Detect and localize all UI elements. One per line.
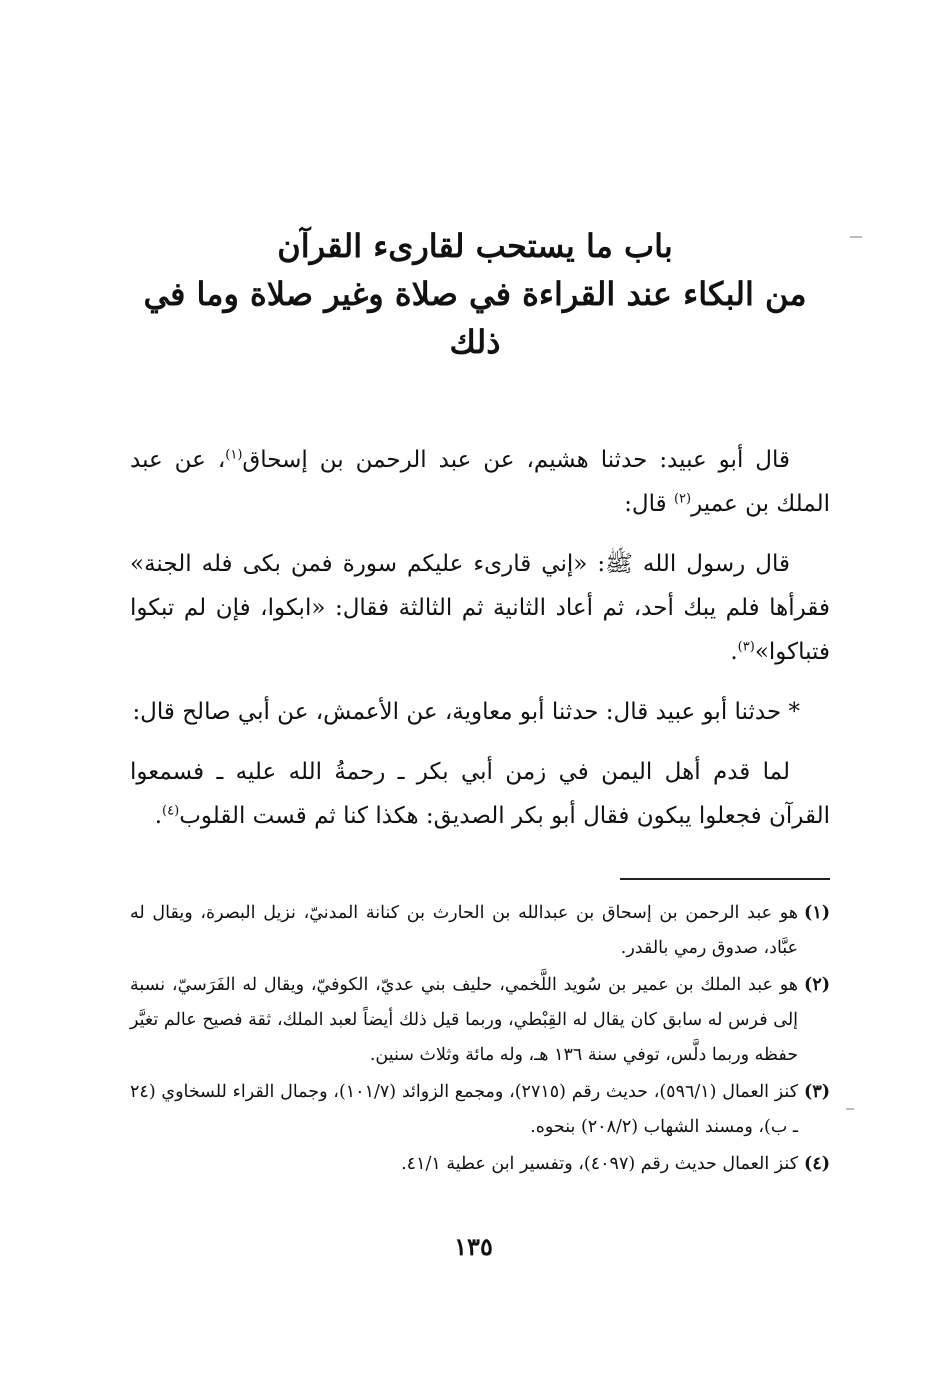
- footnote-text: كنز العمال (٥٩٦/١)، حديث رقم (٢٧١٥)، ومجمع الزوائد (١٠١/٧)، وجمال القراء للسخاوي (٢٤ ـ ب)، ومسند الشهاب (٢٠٨/٢) بنحوه.: [130, 1082, 799, 1137]
- paragraph: * حدثنا أبو عبيد قال: حدثنا أبو معاوية، عن الأعمش، عن أبي صالح قال:: [132, 699, 800, 725]
- chapter-heading: [130, 222, 820, 366]
- footnote-ref: (٣): [737, 639, 755, 655]
- footnote: [130, 1075, 830, 1145]
- footnote-text: هو عبد الرحمن بن إسحاق بن عبدالله بن الحارث بن كنانة المدنيّ، نزيل البصرة، ويقال له عبَّاد، صدوق رمي بالقدر.: [130, 903, 799, 958]
- footnote: [130, 896, 830, 966]
- footnote-number: (٢): [804, 975, 830, 995]
- footnote-number: (٣): [804, 1082, 830, 1102]
- footnote-number: (٤): [804, 1154, 830, 1174]
- scan-mark: [846, 1108, 854, 1110]
- paragraph: قال أبو عبيد: حدثنا هشيم، عن عبد الرحمن بن إسحاق$^{(١)}$، عن عبد الملك بن عمير$^{(٢)}$ قال:: [130, 447, 830, 517]
- footnote-text: كنز العمال حديث رقم (٤٠٩٧)، وتفسير ابن عطية ٤١/١.: [401, 1154, 799, 1174]
- footnote: [130, 968, 830, 1073]
- footnote-number: (١): [804, 903, 830, 923]
- footnote: [130, 1147, 830, 1182]
- footnote-ref: (٢): [673, 491, 692, 507]
- footnotes: [130, 896, 830, 1184]
- chapter-heading-line-1: باب ما يستحب لقارىء القرآن: [277, 227, 673, 265]
- footnote-text: هو عبد الملك بن عمير بن سُويد اللَّخمي، حليف بني عديّ، الكوفيّ، ويقال له الفَرَسيّ، نسبة إلى فرس له سابق كان يقال له القِبْطي، وربما قيل ذلك أيضاً لعبد الملك، ثقة فصيح عالم تغيَّر حفظه وربما دلَّس، توفي سنة ١٣٦ هـ، وله مائة وثلاث سنين.: [130, 975, 799, 1065]
- footnote-separator: [620, 878, 830, 880]
- chapter-heading-line-2: من البكاء عند القراءة في صلاة وغير صلاة وما في ذلك: [143, 275, 807, 361]
- scan-mark: [850, 236, 862, 238]
- main-text: [130, 438, 830, 854]
- footnote-ref: (١): [225, 447, 243, 463]
- paragraph: لما قدم أهل اليمن في زمن أبي بكر ـ رحمةُ الله عليه ـ فسمعوا القرآن فجعلوا يبكون فقال أبو بكر الصديق: هكذا كنا ثم قست القلوب$^{(٤)}$.: [130, 759, 830, 829]
- footnote-ref: (٤): [162, 803, 180, 819]
- paragraph: قال رسول الله ﷺ: «إني قارىء عليكم سورة فمن بكى فله الجنة» فقرأها فلم يبك أحد، ثم أعاد الثانية ثم الثالثة فقال: «ابكوا، فإن لم تبكوا فتباكوا»$^{(٣)}$.: [130, 551, 830, 665]
- page-number: ١٣٥: [454, 1232, 493, 1261]
